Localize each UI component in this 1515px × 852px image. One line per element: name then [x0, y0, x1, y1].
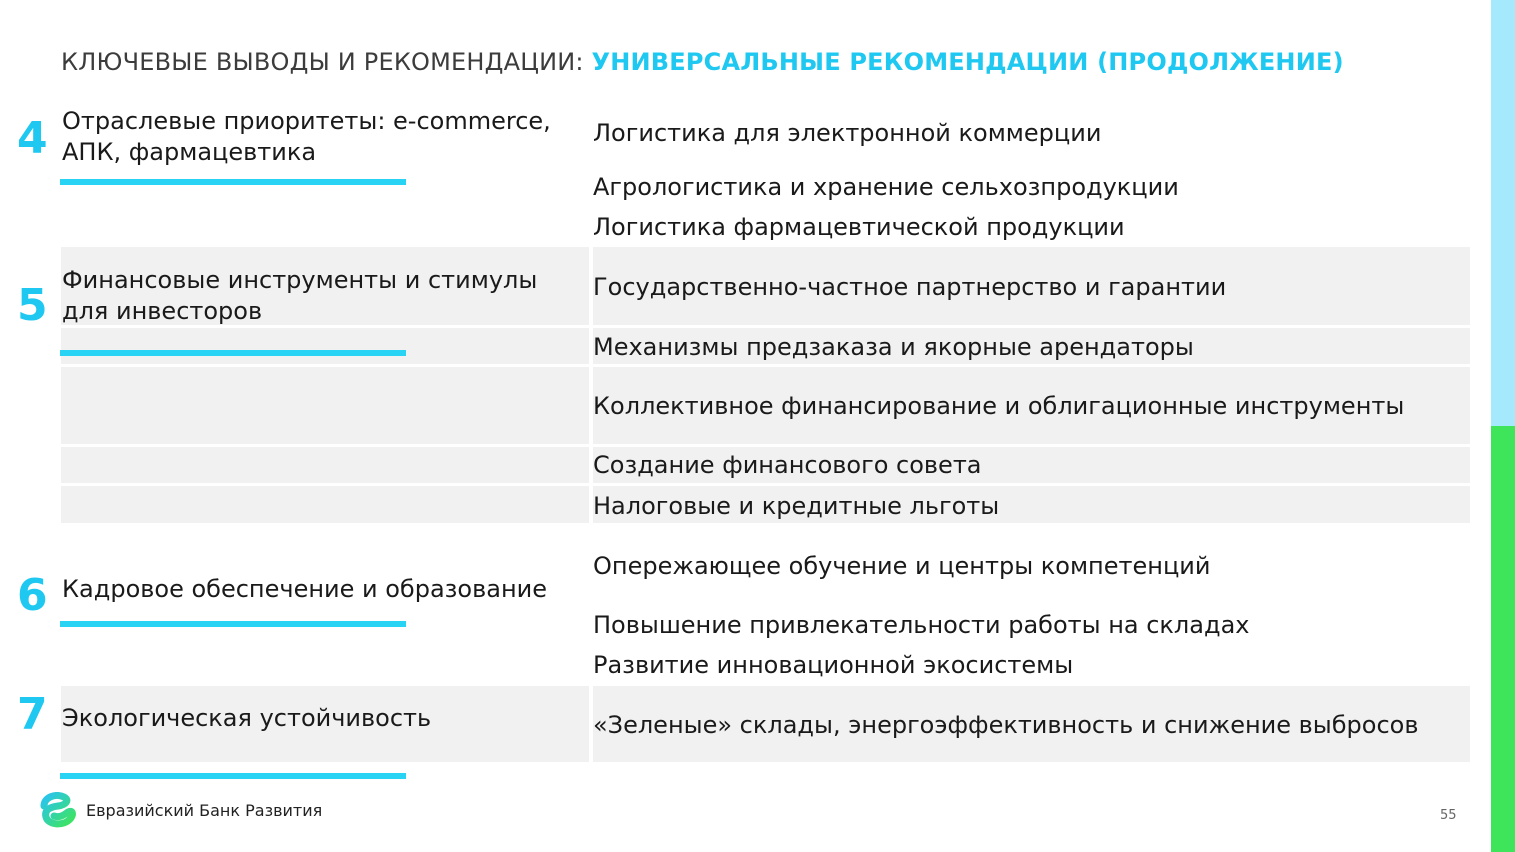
recommendation-item: Логистика для электронной коммерции — [593, 119, 1102, 147]
recommendation-item: Механизмы предзаказа и якорные арендаторы — [593, 333, 1194, 361]
recommendation-item: «Зеленые» склады, энергоэффективность и снижение выбросов — [593, 711, 1419, 739]
title-prefix: КЛЮЧЕВЫЕ ВЫВОДЫ И РЕКОМЕНДАЦИИ: — [61, 48, 584, 76]
decorative-band-bottom — [1491, 426, 1515, 852]
recommendation-item: Повышение привлекательности работы на складах — [593, 611, 1250, 639]
section-title: Отраслевые приоритеты: e-commerce, АПК, фармацевтика — [62, 107, 551, 166]
section-number: 7 — [17, 689, 48, 740]
row-bg — [61, 447, 589, 483]
page-title — [61, 48, 1344, 76]
recommendation-item: Агрологистика и хранение сельхозпродукции — [593, 173, 1179, 201]
section-title: Кадровое обеспечение и образование — [62, 575, 548, 603]
section-number: 6 — [17, 570, 48, 621]
recommendation-item: Развитие инновационной экосистемы — [593, 651, 1074, 679]
section-underline — [60, 773, 406, 779]
section-number: 4 — [17, 113, 48, 164]
recommendation-item: Налоговые и кредитные льготы — [593, 492, 1000, 520]
decorative-band-top — [1491, 0, 1515, 426]
section-title: Экологическая устойчивость — [62, 704, 432, 732]
recommendation-item: Опережающее обучение и центры компетенций — [593, 552, 1211, 580]
section-number: 5 — [17, 280, 48, 331]
section-title: Финансовые инструменты и стимулы для инвесторов — [62, 266, 538, 325]
bank-logo-icon — [40, 792, 76, 828]
title-highlight: УНИВЕРСАЛЬНЫЕ РЕКОМЕНДАЦИИ (ПРОДОЛЖЕНИЕ) — [591, 48, 1344, 76]
section-underline — [60, 350, 406, 356]
recommendation-item: Создание финансового совета — [593, 451, 982, 479]
page-number: 55 — [1440, 808, 1457, 823]
section-underline — [60, 621, 406, 627]
recommendation-item: Государственно-частное партнерство и гарантии — [593, 273, 1227, 301]
row-bg — [61, 367, 589, 444]
recommendation-item: Коллективное финансирование и облигационные инструменты — [593, 392, 1405, 420]
row-bg — [61, 328, 589, 364]
section-underline — [60, 179, 406, 185]
row-bg — [61, 486, 589, 523]
recommendation-item: Логистика фармацевтической продукции — [593, 213, 1125, 241]
bank-name: Евразийский Банк Развития — [86, 801, 323, 820]
